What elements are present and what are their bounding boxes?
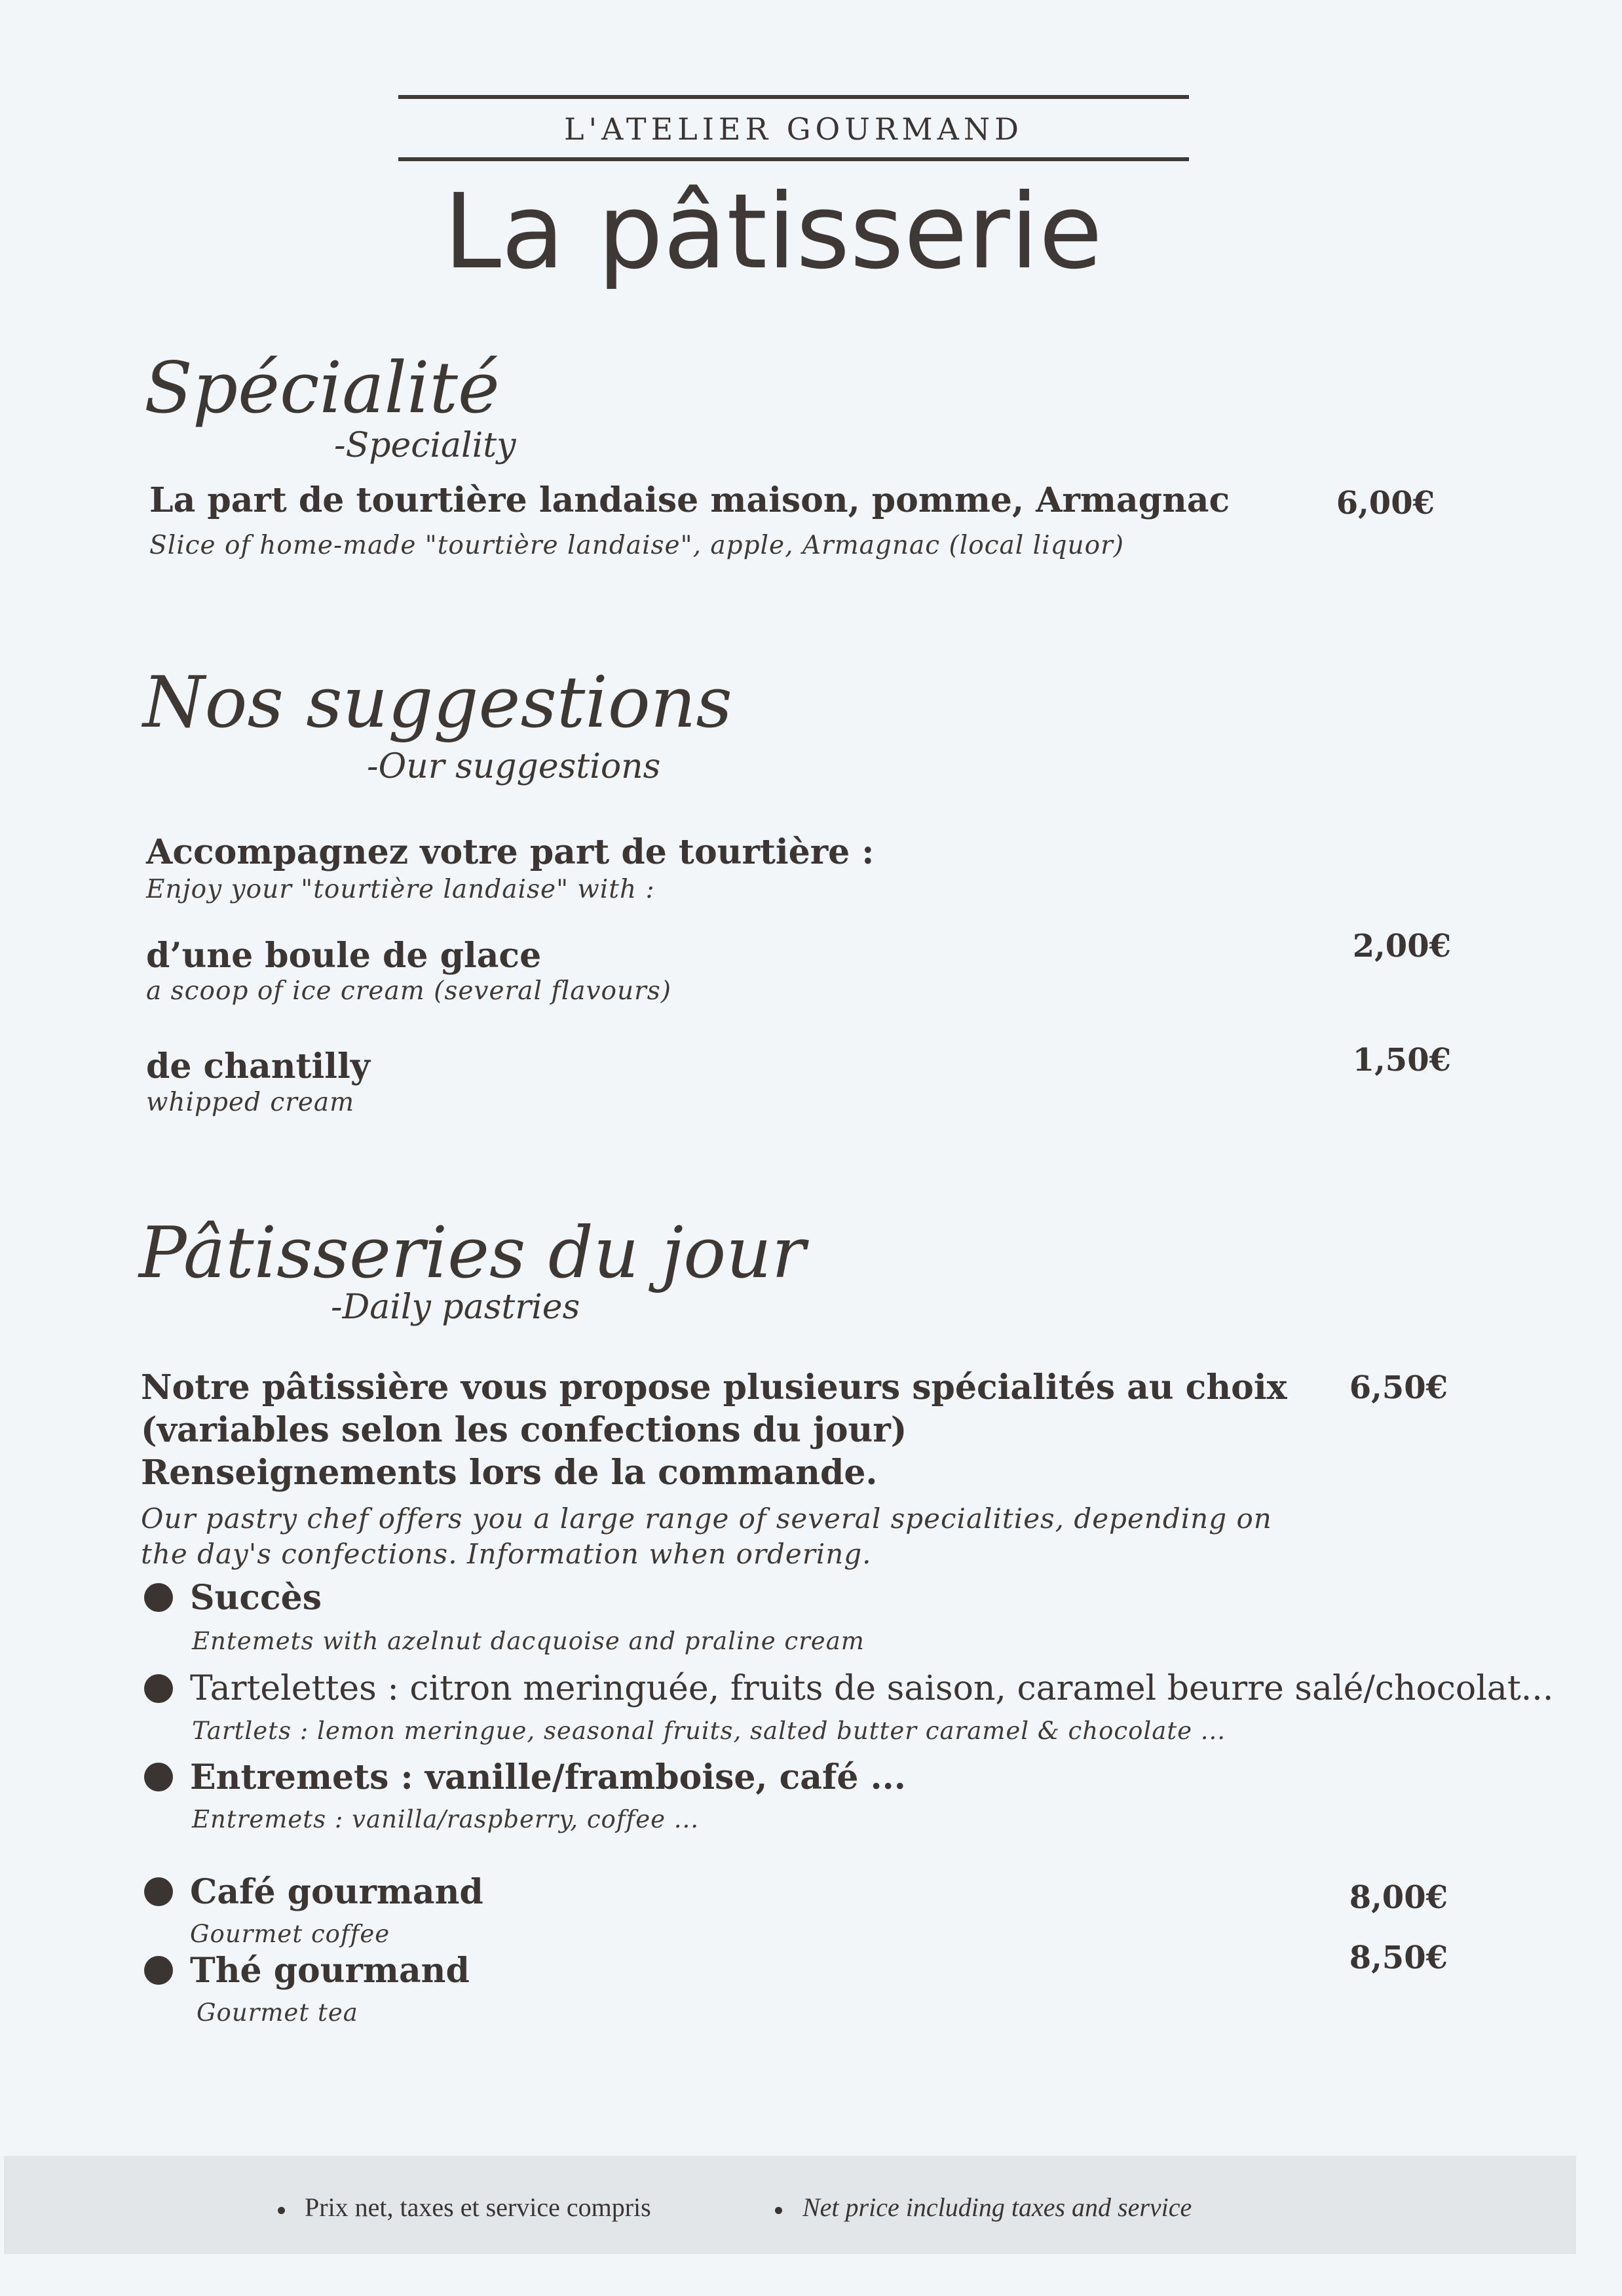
patisseries-intro-line: (variables selon les confections du jour): [141, 1410, 907, 1450]
bullet-icon: [144, 1583, 173, 1612]
menu-item-price: 2,00€: [1352, 928, 1451, 965]
pastry-price: 8,00€: [1349, 1879, 1448, 1916]
pastry-name: Thé gourmand: [190, 1951, 470, 1991]
bullet-icon: [144, 1763, 173, 1791]
menu-item-description: Slice of home-made "tourtière landaise", apple, Armagnac (local liquor): [149, 531, 1125, 560]
pastry-description: Entremets : vanilla/raspberry, coffee ...: [192, 1805, 700, 1833]
section-heading: Spécialité: [144, 347, 500, 429]
footer-bullet-icon: [278, 2207, 285, 2214]
menu-item-name: La part de tourtière landaise maison, pomme, Armagnac: [149, 480, 1230, 520]
bullet-icon: [144, 1877, 173, 1906]
menu-item-price: 6,00€: [1336, 485, 1435, 522]
patisseries-intro-line: Notre pâtissière vous propose plusieurs spécialités au choix: [141, 1368, 1287, 1407]
menu-item-description: whipped cream: [146, 1088, 355, 1117]
footer-note-fr: Prix net, taxes et service compris: [305, 2192, 651, 2222]
header-bottom-rule: [398, 157, 1189, 161]
patisseries-intro-en-line: Our pastry chef offers you a large range of several specialities, depending on: [141, 1502, 1272, 1535]
footer-note-en: Net price including taxes and service: [802, 2192, 1192, 2222]
pastry-name: Succès: [190, 1578, 322, 1618]
brand-name: L'ATELIER GOURMAND: [563, 111, 1024, 147]
section-heading: Pâtisseries du jour: [139, 1212, 806, 1294]
pastry-name: Café gourmand: [190, 1872, 483, 1912]
pastry-description: Gourmet coffee: [190, 1920, 390, 1948]
bullet-icon: [144, 1674, 173, 1703]
bullet-icon: [144, 1956, 173, 1985]
menu-item-name: de chantilly: [146, 1046, 371, 1086]
section-heading: Nos suggestions: [143, 662, 732, 744]
menu-item-description: a scoop of ice cream (several flavours): [146, 976, 671, 1006]
section-subheading: -Daily pastries: [331, 1288, 580, 1327]
section-subheading: -Speciality: [334, 426, 516, 465]
patisseries-intro-en-line: the day's confections. Information when ordering.: [141, 1538, 872, 1570]
pastry-name: Tartelettes : citron meringuée, fruits de saison, caramel beurre salé/chocolat...: [190, 1669, 1554, 1708]
suggestions-intro-en: Enjoy your "tourtière landaise" with :: [146, 875, 655, 904]
pastry-description: Tartlets : lemon meringue, seasonal fruits, salted butter caramel & chocolate ...: [192, 1717, 1226, 1745]
header-top-rule: [398, 95, 1189, 99]
patisseries-intro-line: Renseignements lors de la commande.: [141, 1453, 878, 1493]
patisseries-price: 6,50€: [1349, 1369, 1448, 1406]
pastry-description: Gourmet tea: [197, 1999, 358, 2027]
menu-item-name: d’une boule de glace: [146, 936, 542, 976]
page-title: La pâtisserie: [443, 172, 1103, 292]
footer-bullet-icon: [775, 2207, 782, 2214]
suggestions-intro: Accompagnez votre part de tourtière :: [146, 832, 875, 872]
pastry-price: 8,50€: [1349, 1940, 1448, 1976]
footer-band: [4, 2156, 1576, 2254]
pastry-name: Entremets : vanille/framboise, café ...: [190, 1757, 906, 1797]
section-subheading: -Our suggestions: [367, 747, 661, 786]
menu-item-price: 1,50€: [1352, 1042, 1451, 1079]
pastry-description: Entemets with azelnut dacquoise and praline cream: [192, 1627, 865, 1655]
